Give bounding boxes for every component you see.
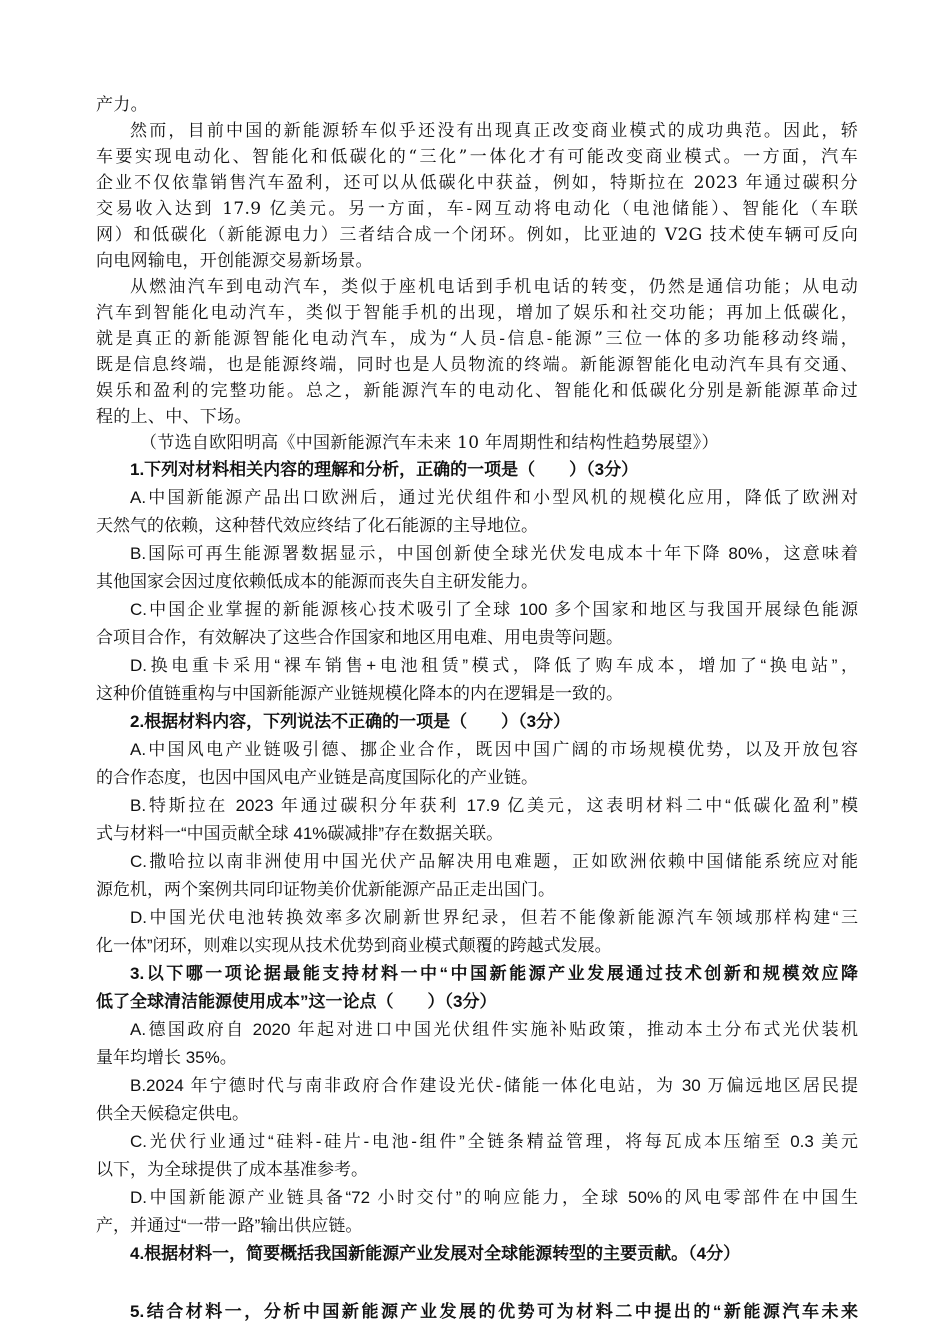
option-c: C.中国企业掌握的新能源核心技术吸引了全球 100 多个国家和地区与我国开展绿色能源	[130, 600, 858, 619]
option-b-cont: 供全天候稳定供电。	[96, 1104, 249, 1123]
question-stem-cont: 低了全球清洁能源使用成本”这一论点（ ）（3分）	[96, 992, 497, 1011]
option-c: C.光伏行业通过“硅料-硅片-电池-组件”全链条精益管理，将每瓦成本压缩至 0.3 美元	[130, 1132, 858, 1151]
question-stem: 5.结合材料一，分析中国新能源产业发展的优势可为材料二中提出的“新能源汽车未来	[130, 1302, 858, 1321]
option-b: B.国际可再生能源署数据显示，中国创新使全球光伏发电成本十年下降 80%，这意味着	[130, 544, 858, 563]
option-b-cont: 其他国家会因过度依赖低成本的能源而丧失自主研发能力。	[96, 572, 538, 591]
option-c-cont: 以下，为全球提供了成本基准参考。	[96, 1160, 368, 1179]
passage-line: 程的上、中、下场。	[96, 407, 252, 427]
passage-line: 然而，目前中国的新能源轿车似乎还没有出现真正改变商业模式的成功典范。因此，轿	[130, 121, 858, 141]
option-b-cont: 式与材料一“中国贡献全球 41%碳减排”存在数据关联。	[96, 824, 504, 843]
question-stem: 4.根据材料一，简要概括我国新能源产业发展对全球能源转型的主要贡献。（4分）	[130, 1244, 741, 1263]
passage-line: 汽车到智能化电动汽车，类似于智能手机的出现，增加了娱乐和社交功能；再加上低碳化，	[96, 303, 858, 323]
question-stem: 2.根据材料内容，下列说法不正确的一项是（ ）（3分）	[130, 712, 571, 731]
option-a-cont: 天然气的依赖，这种替代效应终结了化石能源的主导地位。	[96, 516, 538, 535]
option-a: A.中国新能源产品出口欧洲后，通过光伏组件和小型风机的规模化应用，降低了欧洲对	[130, 488, 858, 507]
option-d: D.中国光伏电池转换效率多次刷新世界纪录，但若不能像新能源汽车领域那样构建“三	[130, 908, 858, 927]
passage-line: 向电网输电，开创能源交易新场景。	[96, 251, 373, 271]
question-4	[96, 1240, 858, 1268]
option-c: C.撒哈拉以南非洲使用中国光伏产品解决用电难题，正如欧洲依赖中国储能系统应对能	[130, 852, 858, 871]
passage-line: 就是真正的新能源智能化电动汽车，成为“人员-信息-能源”三位一体的多功能移动终端，	[96, 329, 858, 349]
passage-line: 既是信息终端，也是能源终端，同时也是人员物流的终端。新能源智能化电动汽车具有交通、	[96, 355, 858, 375]
passage-line: 车要实现电动化、智能化和低碳化的“三化”一体化才有可能改变商业模式。一方面，汽车	[96, 147, 858, 167]
option-d: D.中国新能源产业链具备“72 小时交付”的响应能力，全球 50%的风电零部件在中国生	[130, 1188, 858, 1207]
option-c-cont: 源危机，两个案例共同印证物美价优新能源产品正走出国门。	[96, 880, 555, 899]
option-b: B.2024 年宁德时代与南非政府合作建设光伏-储能一体化电站，为 30 万偏远地区居民提	[130, 1076, 858, 1095]
option-d: D.换电重卡采用“裸车销售+电池租赁”模式，降低了购车成本，增加了“换电站”，	[130, 656, 858, 675]
option-b: B.特斯拉在 2023 年通过碳积分年获利 17.9 亿美元，这表明材料二中“低碳化盈利”模	[130, 796, 858, 815]
option-d-cont: 这种价值链重构与中国新能源产业链规模化降本的内在逻辑是一致的。	[96, 684, 623, 703]
option-d-cont: 化一体”闭环，则难以实现从技术优势到商业模式颠覆的跨越式发展。	[96, 936, 612, 955]
option-c-cont: 合项目合作，有效解决了这些合作国家和地区用电难、用电贵等问题。	[96, 628, 623, 647]
question-2	[96, 708, 858, 960]
passage-line: 网）和低碳化（新能源电力）三者结合成一个闭环。例如，比亚迪的 V2G 技术使车辆可反向	[96, 225, 858, 245]
passage-line: 产力。	[96, 95, 148, 115]
passage-source: （节选自欧阳明高《中国新能源汽车未来 10 年周期性和结构性趋势展望》）	[140, 433, 719, 453]
option-d-cont: 产，并通过“一带一路”输出供应链。	[96, 1216, 363, 1235]
passage-line: 从燃油汽车到电动汽车，类似于座机电话到手机电话的转变，仍然是通信功能；从电动	[130, 277, 858, 297]
question-5	[96, 1298, 858, 1326]
option-a-cont: 量年均增长 35%。	[96, 1048, 237, 1067]
option-a-cont: 的合作态度，也因中国风电产业链是高度国际化的产业链。	[96, 768, 538, 787]
content-column	[96, 92, 858, 1326]
passage-line: 企业不仅依靠销售汽车盈利，还可以从低碳化中获益，例如，特斯拉在 2023 年通过碳积分	[96, 173, 858, 193]
question-stem: 3.以下哪一项论据最能支持材料一中“中国新能源产业发展通过技术创新和规模效应降	[130, 964, 858, 983]
answer-space	[96, 1268, 858, 1298]
question-1	[96, 456, 858, 708]
passage-line: 娱乐和盈利的完整功能。总之，新能源汽车的电动化、智能化和低碳化分别是新能源革命过	[96, 381, 858, 401]
question-stem: 1.下列对材料相关内容的理解和分析，正确的一项是（ ）（3分）	[130, 460, 639, 479]
reading-passage	[96, 92, 858, 456]
option-a: A.中国风电产业链吸引德、挪企业合作，既因中国广阔的市场规模优势，以及开放包容	[130, 740, 858, 759]
passage-line: 交易收入达到 17.9 亿美元。另一方面，车-网互动将电动化（电池储能）、智能化（车联	[96, 199, 858, 219]
question-3	[96, 960, 858, 1240]
option-a: A.德国政府自 2020 年起对进口中国光伏组件实施补贴政策，推动本土分布式光伏装机	[130, 1020, 858, 1039]
